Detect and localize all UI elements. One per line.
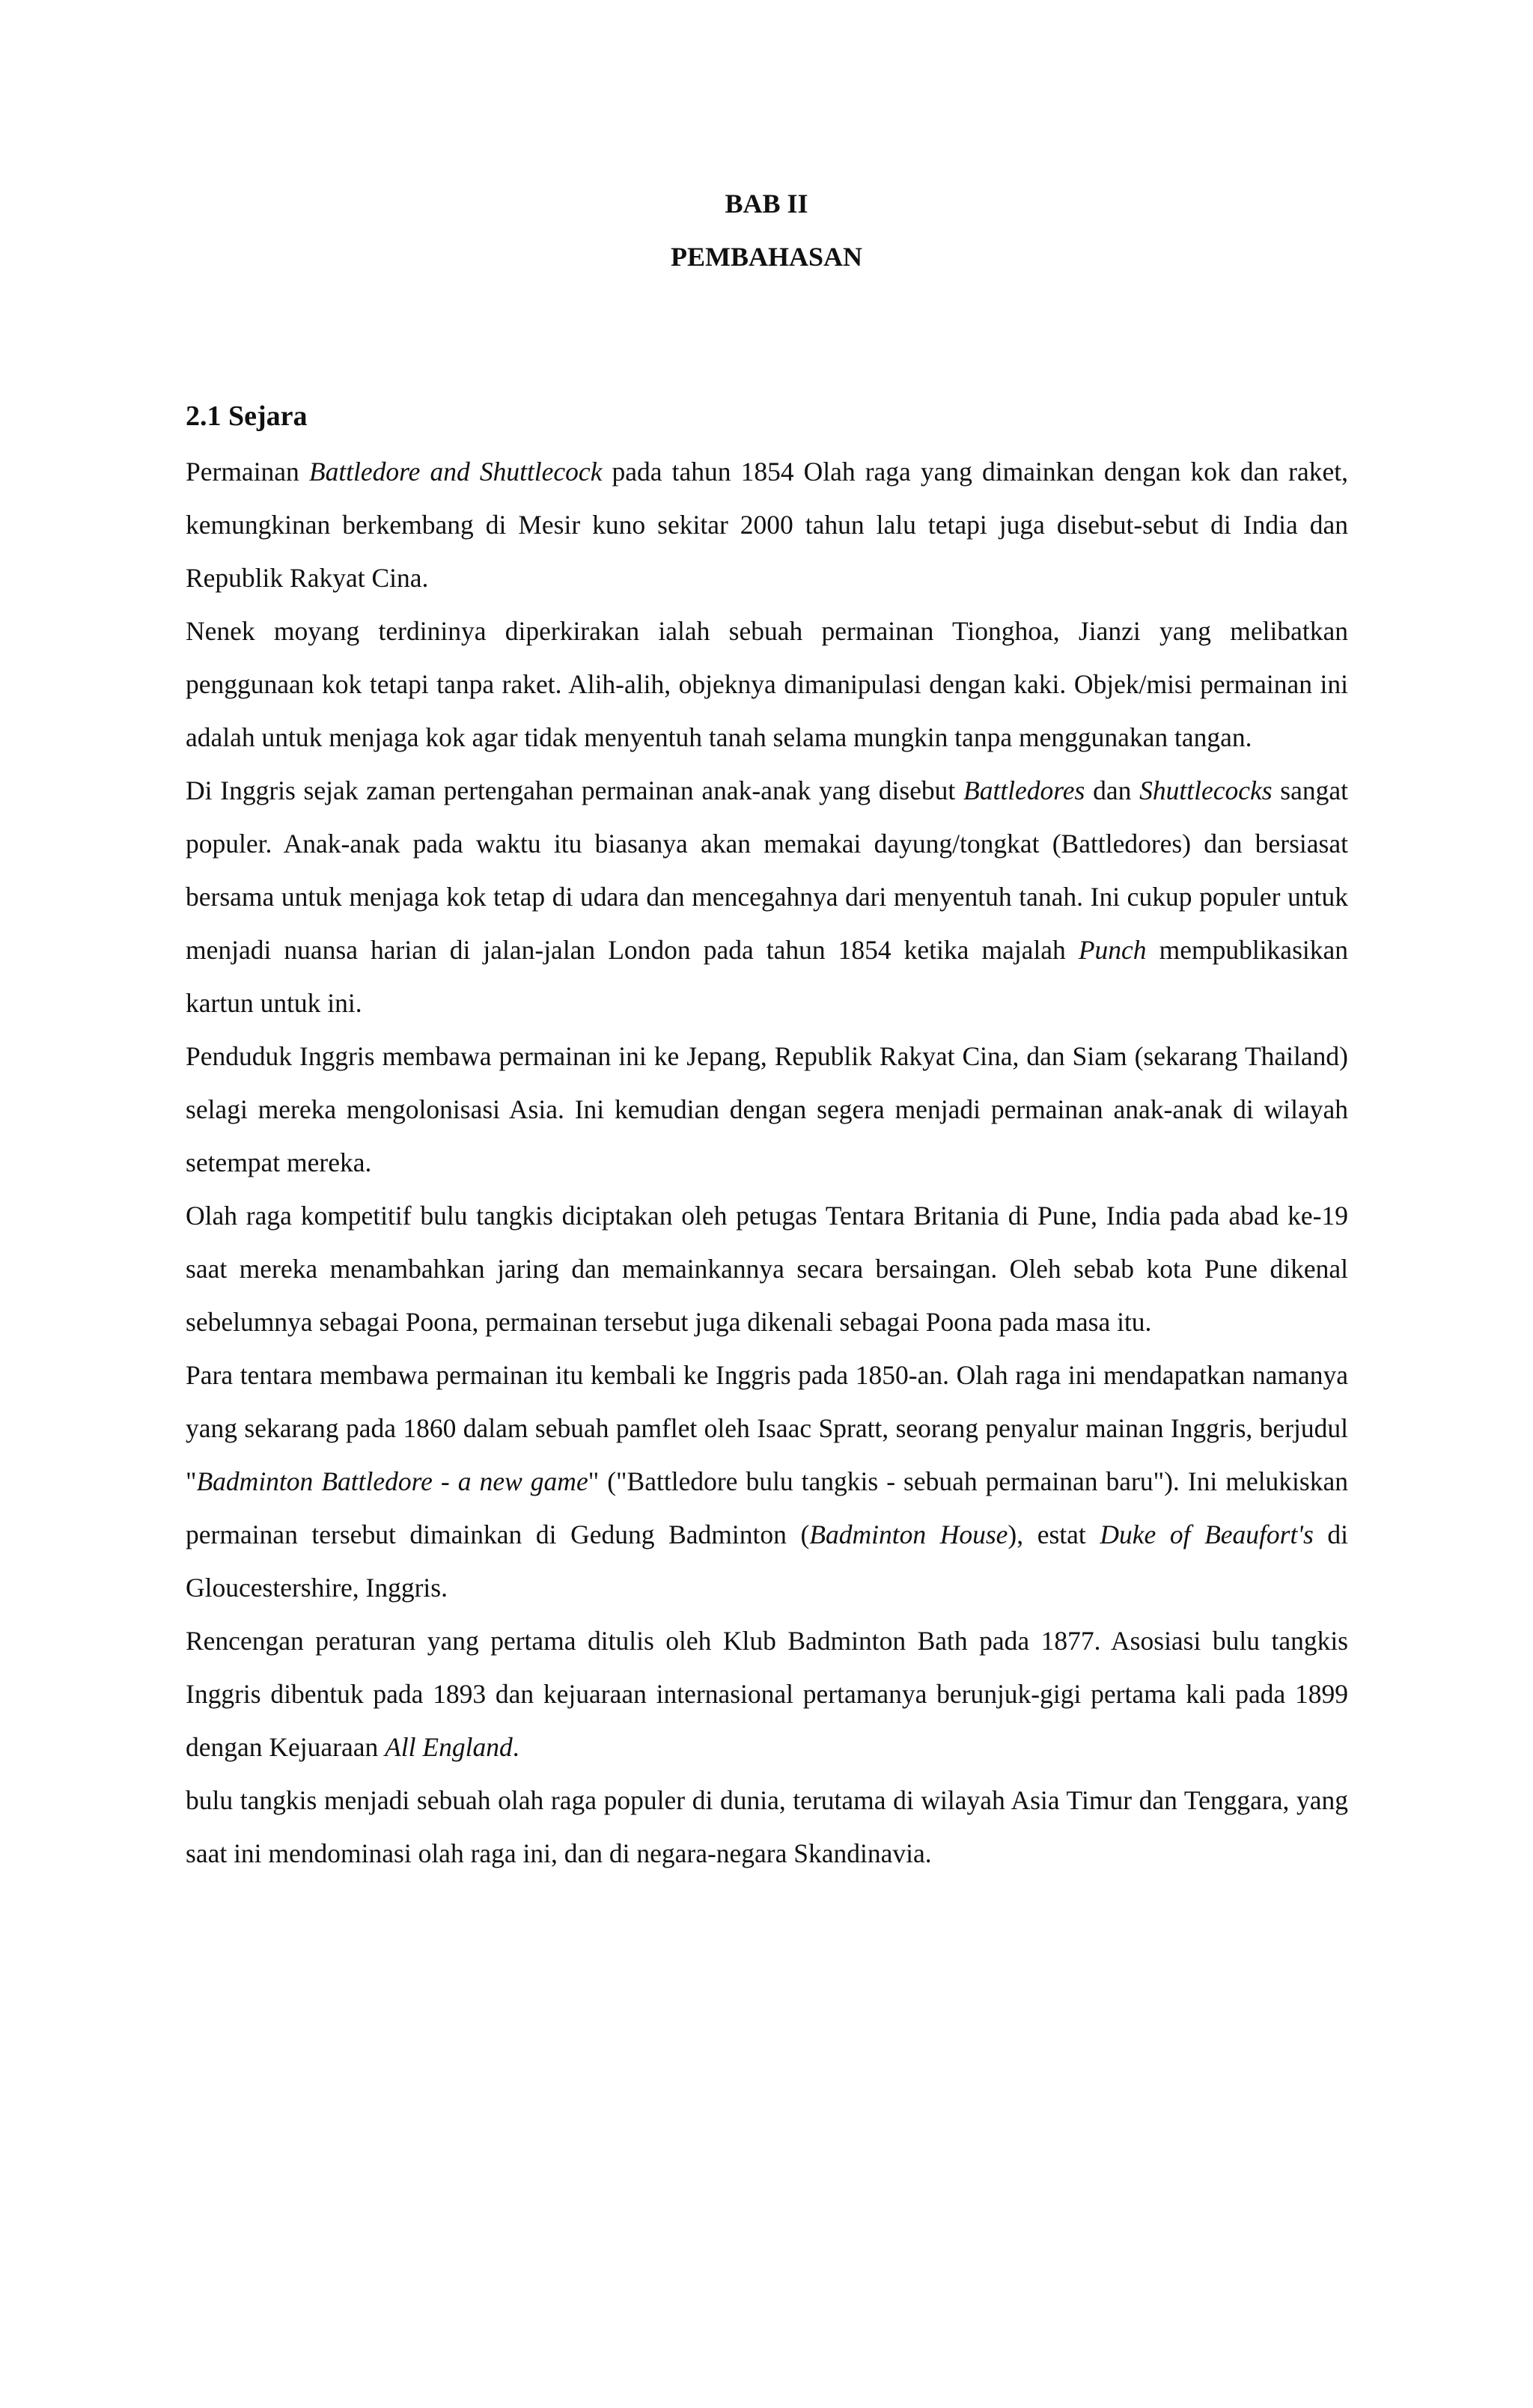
paragraph: Penduduk Inggris membawa permainan ini ke Jepang, Republik Rakyat Cina, dan Siam (sekarang Thailand) selagi mereka mengolonisasi Asia. Ini kemudian dengan segera menjadi permainan anak-anak di wilayah setempat mereka. [186, 1041, 1348, 1177]
italic-term: Shuttlecocks [1139, 775, 1273, 805]
italic-term: Punch [1078, 935, 1147, 965]
chapter-title: PEMBAHASAN [670, 242, 862, 272]
paragraph: Para tentara membawa permainan itu kembali ke Inggris pada 1850-an. Olah raga ini mendapatkan namanya yang sekarang pada 1860 dalam sebuah pamflet oleh Isaac Spratt, seorang penyalur mainan Inggris, berjudul "Badminton Battledore - a new game" ("Battledore bulu tangkis - sebuah permainan baru"). Ini melukiskan permainan tersebut dimainkan di Gedung Badminton (Badminton House), estat Duke of Beaufort's di Gloucestershire, Inggris. [186, 1360, 1348, 1603]
italic-term: Badminton Battledore - a new game [196, 1466, 588, 1496]
italic-term: Duke of Beaufort's [1100, 1520, 1314, 1549]
paragraph: Rencengan peraturan yang pertama ditulis oleh Klub Badminton Bath pada 1877. Asosiasi bulu tangkis Inggris dibentuk pada 1893 dan kejuaraan internasional pertamanya berunjuk-gigi pertama kali pada 1899 dengan Kejuaraan All England. [186, 1626, 1348, 1762]
paragraph: bulu tangkis menjadi sebuah olah raga populer di dunia, terutama di wilayah Asia Timur dan Tenggara, yang saat ini mendominasi olah raga ini, dan di negara-negara Skandinavia. [186, 1785, 1348, 1868]
paragraph: Nenek moyang terdininya diperkirakan ialah sebuah permainan Tionghoa, Jianzi yang melibatkan penggunaan kok tetapi tanpa raket. Alih-alih, objeknya dimanipulasi dengan kaki. Objek/misi permainan ini adalah untuk menjaga kok agar tidak menyentuh tanah selama mungkin tanpa menggunakan tangan. [186, 616, 1348, 752]
paragraph: Permainan Battledore and Shuttlecock pada tahun 1854 Olah raga yang dimainkan dengan kok dan raket, kemungkinan berkembang di Mesir kuno sekitar 2000 tahun lalu tetapi juga disebut-sebut di India dan Republik Rakyat Cina. [186, 457, 1348, 593]
section-heading: 2.1 Sejara [186, 400, 308, 432]
paragraph: Di Inggris sejak zaman pertengahan permainan anak-anak yang disebut Battledores dan Shuttlecocks sangat populer. Anak-anak pada waktu itu biasanya akan memakai dayung/tongkat (Battledores) dan bersiasat bersama untuk menjaga kok tetap di udara dan mencegahnya dari menyentuh tanah. Ini cukup populer untuk menjadi nuansa harian di jalan-jalan London pada tahun 1854 ketika majalah Punch mempublikasikan kartun untuk ini. [186, 775, 1348, 1018]
chapter-number: BAB II [725, 189, 808, 219]
italic-term: All England [385, 1732, 513, 1762]
italic-term: Badminton House [809, 1520, 1008, 1549]
paragraph: Olah raga kompetitif bulu tangkis diciptakan oleh petugas Tentara Britania di Pune, India pada abad ke-19 saat mereka menambahkan jaring dan memainkannya secara bersaingan. Oleh sebab kota Pune dikenal sebelumnya sebagai Poona, permainan tersebut juga dikenali sebagai Poona pada masa itu. [186, 1201, 1348, 1337]
body-text [186, 445, 1348, 1880]
italic-term: Battledores [963, 775, 1085, 805]
italic-term: Battledore and Shuttlecock [308, 457, 603, 487]
